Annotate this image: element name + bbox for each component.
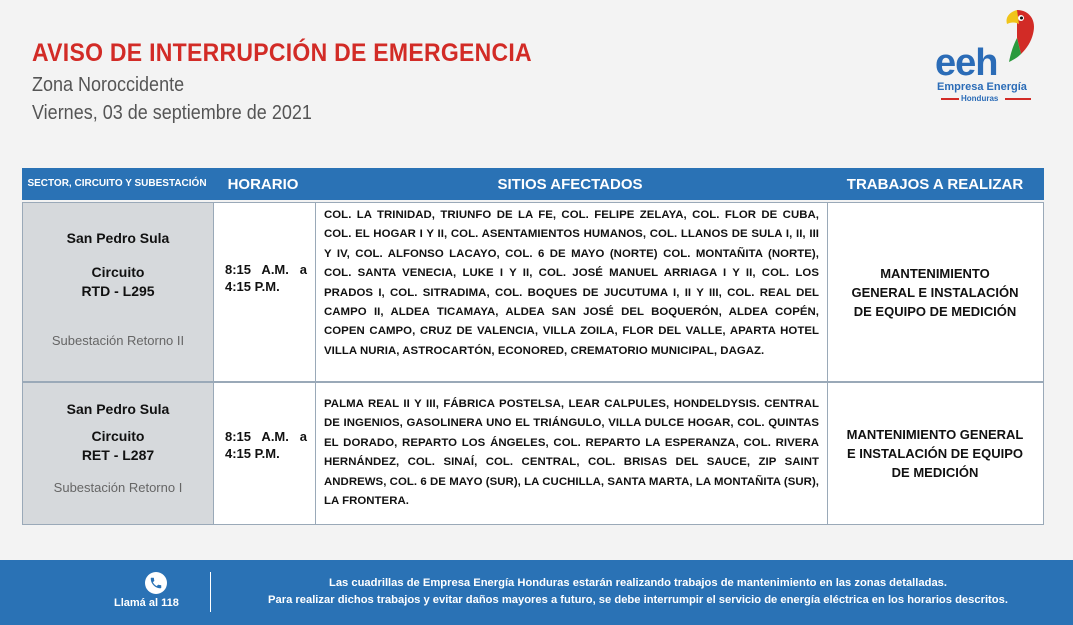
table-row bbox=[22, 202, 1044, 382]
sites-cell bbox=[315, 383, 828, 524]
footer-line-1: Las cuadrillas de Empresa Energía Honduras estarán realizando trabajos de mantenimiento en las zonas detalladas. bbox=[328, 577, 947, 589]
eeh-logo bbox=[935, 8, 1045, 108]
circuit-code: RTD - L295 bbox=[81, 283, 155, 299]
footer-message bbox=[218, 575, 1058, 609]
footer-line-2: Para realizar dichos trabajos y evitar daños mayores a futuro, se debe interrumpir el servicio de energía eléctrica en los horarios descritos. bbox=[268, 594, 1008, 606]
notice-header bbox=[32, 38, 732, 126]
header-schedule: HORARIO bbox=[227, 175, 299, 193]
sites-cell bbox=[315, 203, 828, 381]
parrot-logo-icon bbox=[999, 8, 1039, 68]
schedule-time: 8:15 A.M. a 4:15 P.M. bbox=[225, 429, 307, 461]
logo-divider-right bbox=[1005, 98, 1031, 100]
sector-cell bbox=[23, 383, 214, 524]
city-name: San Pedro Sula bbox=[66, 401, 170, 417]
schedule-cell bbox=[213, 383, 316, 524]
schedule-time: 8:15 A.M. a 4:15 P.M. bbox=[225, 262, 307, 294]
header-sector: SECTOR, CIRCUITO Y SUBESTACIÓN bbox=[27, 178, 207, 189]
substation-name: Subestación Retorno II bbox=[51, 333, 185, 348]
call-number: Llamá al 118 bbox=[114, 597, 179, 609]
circuit-code: RET - L287 bbox=[81, 447, 155, 463]
table-row bbox=[22, 382, 1044, 525]
city-name: San Pedro Sula bbox=[66, 230, 170, 246]
sector-cell bbox=[23, 203, 214, 381]
works-cell bbox=[827, 383, 1043, 524]
logo-divider-left bbox=[941, 98, 959, 100]
circuit-label: Circuito bbox=[91, 428, 145, 444]
header-sites: SITIOS AFECTADOS bbox=[497, 175, 643, 193]
works-description: MANTENIMIENTO GENERAL E INSTALACIÓN DE EQUIPO DE MEDICIÓN bbox=[851, 265, 1019, 319]
logo-country: Honduras bbox=[961, 94, 999, 103]
works-cell bbox=[827, 203, 1043, 381]
circuit-label: Circuito bbox=[91, 264, 145, 280]
phone-icon bbox=[145, 572, 167, 594]
table-header bbox=[22, 168, 1044, 200]
zone-label: Zona Noroccidente bbox=[32, 74, 185, 96]
notice-title: AVISO DE INTERRUPCIÓN DE EMERGENCIA bbox=[32, 39, 532, 67]
schedule-cell bbox=[213, 203, 316, 381]
notice-footer bbox=[0, 560, 1073, 625]
header-works: TRABAJOS A REALIZAR bbox=[846, 175, 1024, 193]
notice-date: Viernes, 03 de septiembre de 2021 bbox=[32, 102, 312, 124]
logo-company: Empresa Energía bbox=[937, 81, 1027, 93]
footer-divider bbox=[210, 572, 211, 612]
substation-name: Subestación Retorno I bbox=[53, 480, 183, 495]
affected-sites: COL. LA TRINIDAD, TRIUNFO DE LA FE, COL. FELIPE ZELAYA, COL. FLOR DE CUBA, COL. EL HOGAR I Y II, COL. ASENTAMIENTOS HUMANOS, COL. LLANOS DE SULA I, II, III Y IV, COL. ALFONSO LACAYO, COL. 6 DE MAYO (NORTE) COL. MONTAÑITA (NORTE), COL. SANTA VENECIA, LUKE I Y II, COL. JOSÉ MANUEL ARRIAGA I Y II, COL. LOS PRADOS I, COL. SITRADIMA, COL. BOQUES DE JUCUTUMA I, II Y III, COL. REAL DEL CAMPO II, ALDEA TICAMAYA, ALDEA SAN JOSÉ DEL BOQUERÓN, ALDEA COPÉN, COPEN CAMPO, CRUZ DE VALENCIA, VILLA ZOILA, FLOR DEL VALLE, APARTA HOTEL VILLA NURIA, ASTROCARTÓN, ECONORED, CREMATORIO MUNICIPAL, DAGAZ. bbox=[324, 209, 819, 357]
logo-mark: eeh bbox=[935, 42, 998, 84]
affected-sites: PALMA REAL II Y III, FÁBRICA POSTELSA, LEAR CALPULES, HONDELDYSIS. CENTRAL DE INGENIOS, GASOLINERA UNO EL TRIÁNGULO, VILLA DULCE HOGAR, COL. QUINTAS EL DORADO, REPARTO LOS ÁNGELES, COL. REPARTO LA ESPERANZA, COL. RIVERA HERNÁNDEZ, COL. SINAÍ, COL. CENTRAL, COL. BRISAS DEL SAUCE, ZIP SAINT ANDREWS, COL. 6 DE MAYO (SUR), LA CUCHILLA, SANTA MARTA, LA MONTAÑITA (SUR), LA FRONTERA. bbox=[324, 398, 819, 508]
works-description: MANTENIMIENTO GENERAL E INSTALACIÓN DE EQUIPO DE MEDICIÓN bbox=[846, 427, 1024, 480]
